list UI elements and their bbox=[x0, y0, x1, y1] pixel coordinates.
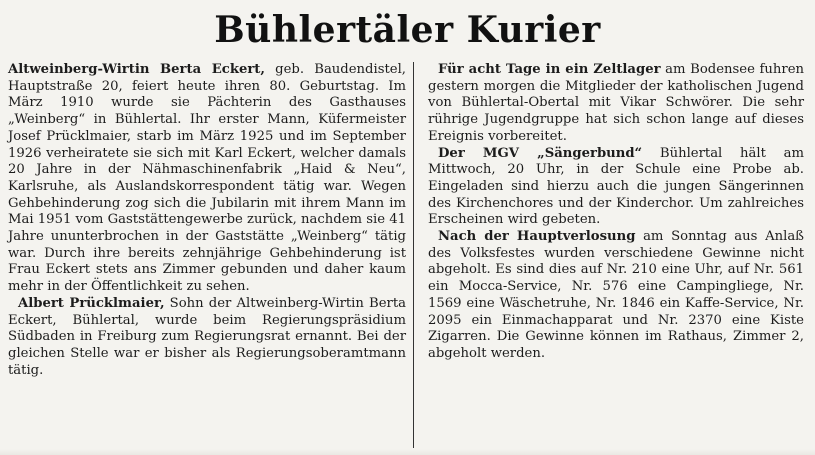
newspaper-masthead: Bühlertäler Kurier bbox=[214, 9, 601, 51]
article-body: Sohn der Altweinberg-Wirtin Berta Eckert, Bühlertal, wurde beim Regierungspräsidium Südbaden in Freiburg zum Regierungsrat ernannt. Bei der gleichen Stelle war er bisher als Regierungsoberamtmann tätig. bbox=[8, 295, 406, 378]
article-eckert-birthday bbox=[8, 62, 406, 296]
article-pruecklmaier bbox=[8, 296, 406, 380]
left-column bbox=[8, 62, 406, 379]
article-saengerbund bbox=[428, 146, 804, 230]
article-body: am Sonntag aus Anlaß des Volksfestes wurden verschiedene Gewinne nicht abgeholt. Es sind dies auf Nr. 210 eine Uhr, auf Nr. 561 ein Mocca-Service, Nr. 576 eine Campingliege, Nr. 1569 eine Wäschetruhe, Nr. 1846 ein Kaffe-Service, Nr. 2095 ein Einmachapparat und Nr. 2370 eine Kiste Zigarren. Die Gewinne können im Rathaus, Zimmer 2, abgeholt werden. bbox=[428, 229, 804, 361]
article-lead: Albert Prücklmaier, bbox=[18, 295, 165, 311]
article-zeltlager bbox=[428, 62, 804, 146]
article-body: Bühlertal hält am Mittwoch, 20 Uhr, in der Schule eine Probe ab. Eingeladen sind hierzu auch die jungen Sängerinnen des Kirchenchores und der Kinderchor. Um zahlreiches Erscheinen wird gebeten. bbox=[428, 145, 804, 228]
article-body: geb. Baudendistel, Hauptstraße 20, feiert heute ihren 80. Geburtstag. Im März 1910 wurde sie Pächterin des Gasthauses „Weinberg“ in Bühlertal. Ihr erster Mann, Küfermeister Josef Prücklmaier, starb im März 1925 und im September 1926 verheiratete sie sich mit Karl Eckert, welcher damals 20 Jahre in der Nähmaschinenfabrik „Haid & Neu“, Karlsruhe, als Auslandskorrespondent tätig war. Wegen Gehbehinderung zog sich die Jubilarin mit ihrem Mann im Mai 1951 vom Gaststättengewerbe zurück, nachdem sie 41 Jahre ununterbrochen in der Gaststätte „Weinberg“ tätig war. Durch ihre bereits zehnjährige Gehbehinderung ist Frau Eckert stets ans Zimmer gebunden und daher kaum mehr in der Öffentlichkeit zu sehen. bbox=[8, 62, 406, 295]
article-lead: Altweinberg-Wirtin Berta Eckert, bbox=[8, 62, 265, 77]
article-lead: Der MGV „Sängerbund“ bbox=[438, 145, 643, 161]
article-lead: Für acht Tage in ein Zeltlager bbox=[438, 62, 661, 77]
article-lead: Nach der Hauptverlosung bbox=[438, 229, 636, 245]
column-divider bbox=[413, 62, 414, 448]
right-column bbox=[428, 62, 804, 363]
article-body: am Bodensee fuhren gestern morgen die Mitglieder der katholischen Jugend von Bühlertal-Obertal mit Vikar Schwörer. Die sehr rührige Jugendgruppe hat sich schon lange auf dieses Ereignis vorbereitet. bbox=[428, 62, 804, 144]
article-hauptverlosung bbox=[428, 229, 804, 363]
page-bottom-edge bbox=[0, 449, 815, 455]
